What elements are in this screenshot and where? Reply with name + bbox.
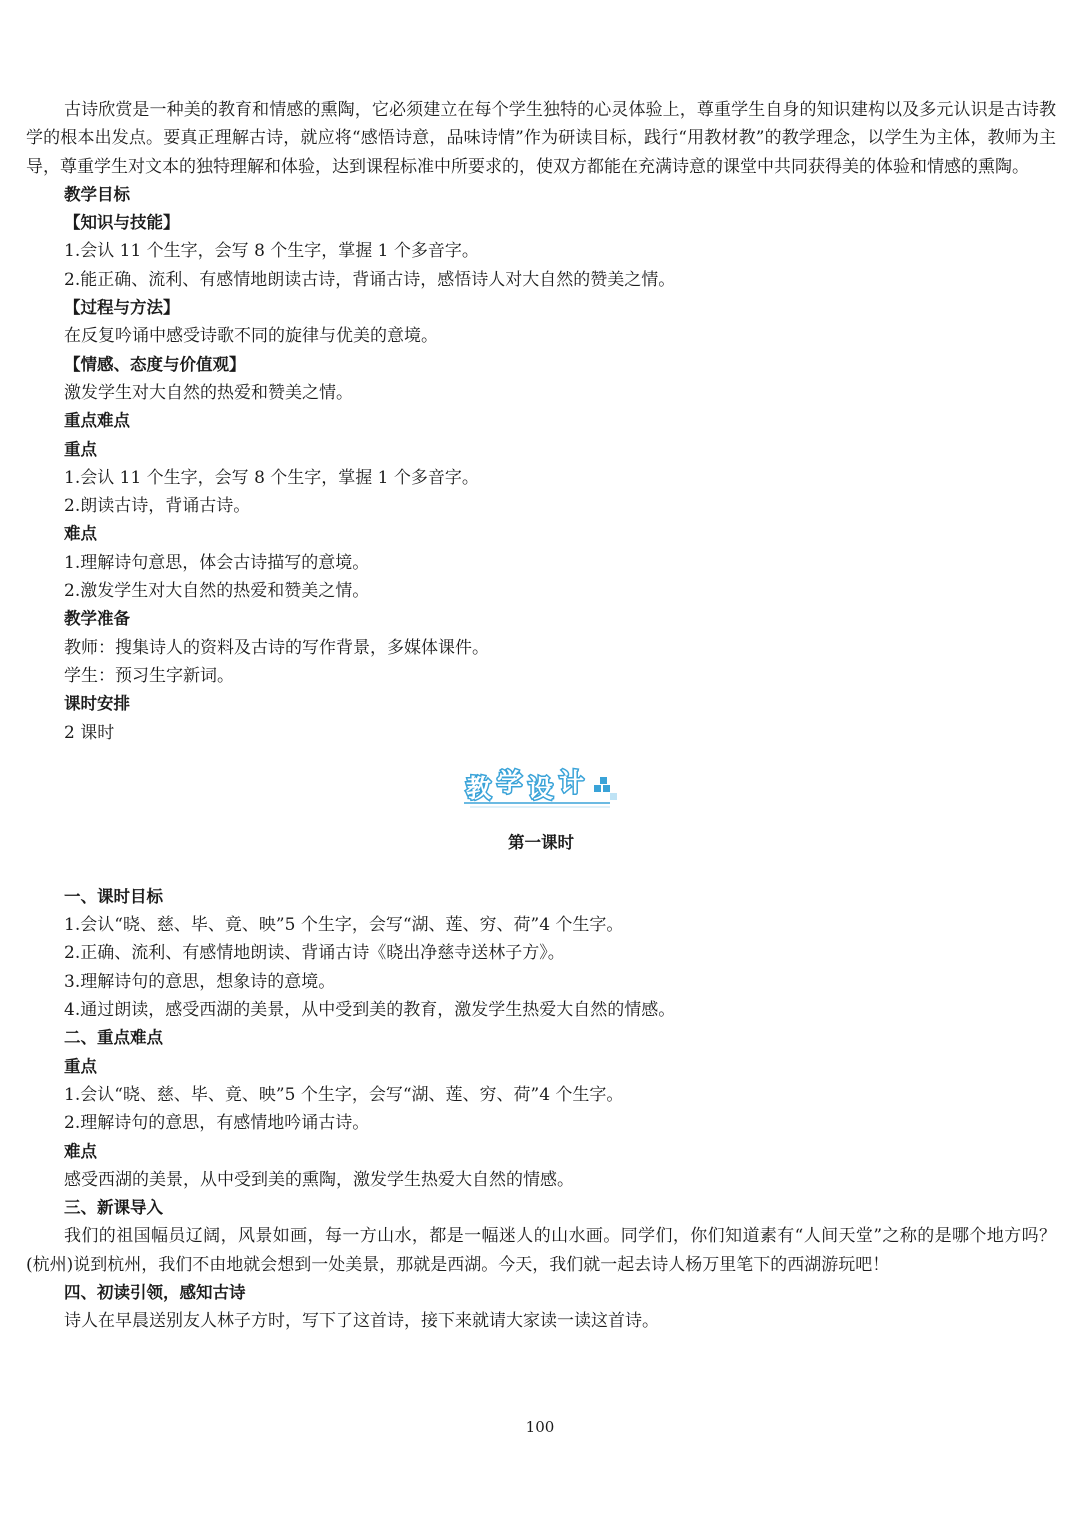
lesson-title: 第一课时	[508, 832, 574, 852]
logo-char: 计	[559, 767, 585, 797]
list-item: 2.正确、流利、有感情地朗读、背诵古诗《晓出净慈寺送林子方》。	[64, 943, 565, 964]
goals-heading: 教学目标	[64, 184, 130, 204]
knowledge-label: 【知识与技能】	[64, 213, 180, 233]
knowledge-item: 2.能正确、流利、有感情地朗读古诗，背诵古诗，感悟诗人对大自然的赞美之情。	[64, 269, 676, 290]
blocks-icon	[594, 777, 617, 800]
section-title: 二、重点难点	[64, 1028, 163, 1048]
schedule-value: 2 课时	[64, 722, 115, 743]
key-label: 重点	[64, 439, 97, 459]
key-label: 重点	[64, 1056, 97, 1076]
hard-item: 2.激发学生对大自然的热爱和赞美之情。	[64, 581, 370, 602]
intro-text: 我们的祖国幅员辽阔，风景如画，每一方山水，都是一幅迷人的山水画。同学们，你们知道素有“人间天堂”之称的是哪个地方吗？(杭州)说到杭州，我们不由地就会想到一处美景，那就是西湖。今天，我们就一起去诗人杨万里笔下的西湖游玩吧！	[26, 1226, 1056, 1275]
section-text: 诗人在早晨送别友人林子方时，写下了这首诗，接下来就请大家读一读这首诗。	[64, 1311, 659, 1332]
prep-heading: 教学准备	[64, 609, 130, 629]
logo-char: 教	[466, 773, 492, 803]
list-item: 3.理解诗句的意思，想象诗的意境。	[64, 971, 336, 992]
list-item: 1.会认“晓、慈、毕、竟、映”5 个生字，会写“湖、莲、穷、荷”4 个生字。	[64, 915, 624, 936]
intro-paragraph: 古诗欣赏是一种美的教育和情感的熏陶，它必须建立在每个学生独特的心灵体验上，尊重学生自身的知识建构以及多元认识是古诗教学的根本出发点。要真正理解古诗，就应将“感悟诗意，品味诗情”作为研读目标，践行“用教材教”的教学理念，以学生为主体，教师为主导，尊重学生对文本的独特理解和体验，达到课程标准中所要求的，使双方都能在充满诗意的课堂中共同获得美的体验和情感的熏陶。	[26, 100, 1056, 177]
key-item: 1.会认 11 个生字，会写 8 个生字，掌握 1 个多音字。	[64, 467, 479, 488]
emotion-label: 【情感、态度与价值观】	[64, 354, 246, 374]
hard-item: 1.理解诗句意思，体会古诗描写的意境。	[64, 552, 370, 573]
list-item: 2.理解诗句的意思，有感情地吟诵古诗。	[64, 1113, 370, 1134]
list-item: 1.会认“晓、慈、毕、竟、映”5 个生字，会写“湖、莲、穷、荷”4 个生字。	[64, 1084, 624, 1105]
hard-label: 难点	[64, 1141, 97, 1161]
prep-student: 学生：预习生字新词。	[64, 665, 234, 686]
section-title: 四、初读引领，感知古诗	[64, 1282, 246, 1302]
keypoints-heading: 重点难点	[64, 411, 130, 431]
teaching-design-logo	[460, 763, 622, 809]
page-number: 100	[525, 1418, 555, 1436]
section-title: 一、课时目标	[64, 886, 163, 906]
process-label: 【过程与方法】	[64, 298, 180, 318]
list-item: 4.通过朗读，感受西湖的美景，从中受到美的教育，激发学生热爱大自然的情感。	[64, 1000, 676, 1021]
key-item: 2.朗读古诗，背诵古诗。	[64, 496, 251, 517]
logo-char: 设	[528, 773, 554, 803]
logo-char: 学	[497, 767, 523, 797]
section-title: 三、新课导入	[64, 1198, 163, 1218]
list-item: 感受西湖的美景，从中受到美的熏陶，激发学生热爱大自然的情感。	[64, 1169, 574, 1190]
emotion-item: 激发学生对大自然的热爱和赞美之情。	[64, 382, 353, 403]
knowledge-item: 1.会认 11 个生字，会写 8 个生字，掌握 1 个多音字。	[64, 241, 479, 262]
page-content	[26, 96, 1056, 1336]
process-item: 在反复吟诵中感受诗歌不同的旋律与优美的意境。	[64, 326, 438, 347]
hard-label: 难点	[64, 524, 97, 544]
schedule-heading: 课时安排	[64, 694, 130, 714]
prep-teacher: 教师：搜集诗人的资料及古诗的写作背景，多媒体课件。	[64, 637, 489, 658]
